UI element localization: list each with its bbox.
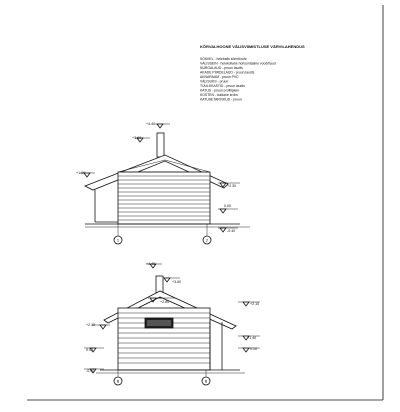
- legend-line-4: AKADE PIIRDELAUD - pruun laudis: [200, 70, 255, 75]
- wall-top: [118, 172, 210, 224]
- legend-line-2: VÄLISSEIN - helekollane horisontaalne voodrilaud: [200, 61, 276, 66]
- axis-label-left-top: 1: [116, 237, 120, 243]
- color-legend: [200, 44, 305, 102]
- level-chimney-top: +3.60: [132, 136, 142, 140]
- level-floor-top: 0.00: [224, 204, 231, 208]
- elevation-top: [76, 122, 250, 244]
- level-ground-bottom: -0.40: [86, 369, 95, 373]
- level-chimney-bottom: +3.60: [172, 280, 182, 284]
- level-ground-top: -0.40: [227, 229, 236, 233]
- chimney-top: [157, 133, 164, 157]
- wall-bottom: [118, 308, 210, 370]
- level-window-top-bottom: +1.40: [247, 336, 257, 340]
- level-ridge-bottom: +4.40: [146, 262, 156, 266]
- legend-line-10: KATUSETARVIKUD - pruun: [200, 97, 242, 102]
- level-ridge-top: +4.40: [146, 122, 156, 126]
- legend-line-7: TUULEKASTID - pruun laudis: [200, 84, 245, 88]
- legend-line-8: KATUS - pruun profiilpleki: [200, 88, 239, 93]
- level-inner-bottom: +2.80: [160, 300, 170, 304]
- legend-title: KÕRVALHOONE VÄLISVIIMISTLUSE VÄRVILAHENDUS: [200, 44, 305, 49]
- elevation-bottom: [84, 262, 260, 385]
- axis-label-left-bottom: B: [116, 378, 120, 384]
- axis-label-right-bottom: B: [204, 378, 208, 384]
- level-floor-bottom: 0.00: [86, 348, 93, 352]
- level-left-eave-top: +1.90: [76, 171, 86, 175]
- level-right-eave-top: +2.30: [227, 184, 237, 188]
- legend-line-3: NURGALAUD - pruun laudis: [200, 66, 243, 70]
- axis-label-right-top: 2: [205, 237, 209, 243]
- legend-line-5: AKNARAAM - pruun PVC: [200, 75, 239, 79]
- legend-line-1: SOKKEL - heleballs sõrmikrohr: [200, 57, 247, 61]
- legend-line-6: VÄLISUKS - pruun: [200, 79, 229, 84]
- level-left-top-bottom: +2.30: [86, 323, 96, 327]
- level-right-top-bottom: +2.10: [250, 302, 260, 306]
- level-window-bottom-bottom: 0.10: [250, 347, 257, 351]
- legend-line-9: KOSTEN - kuldane krohv: [200, 93, 239, 97]
